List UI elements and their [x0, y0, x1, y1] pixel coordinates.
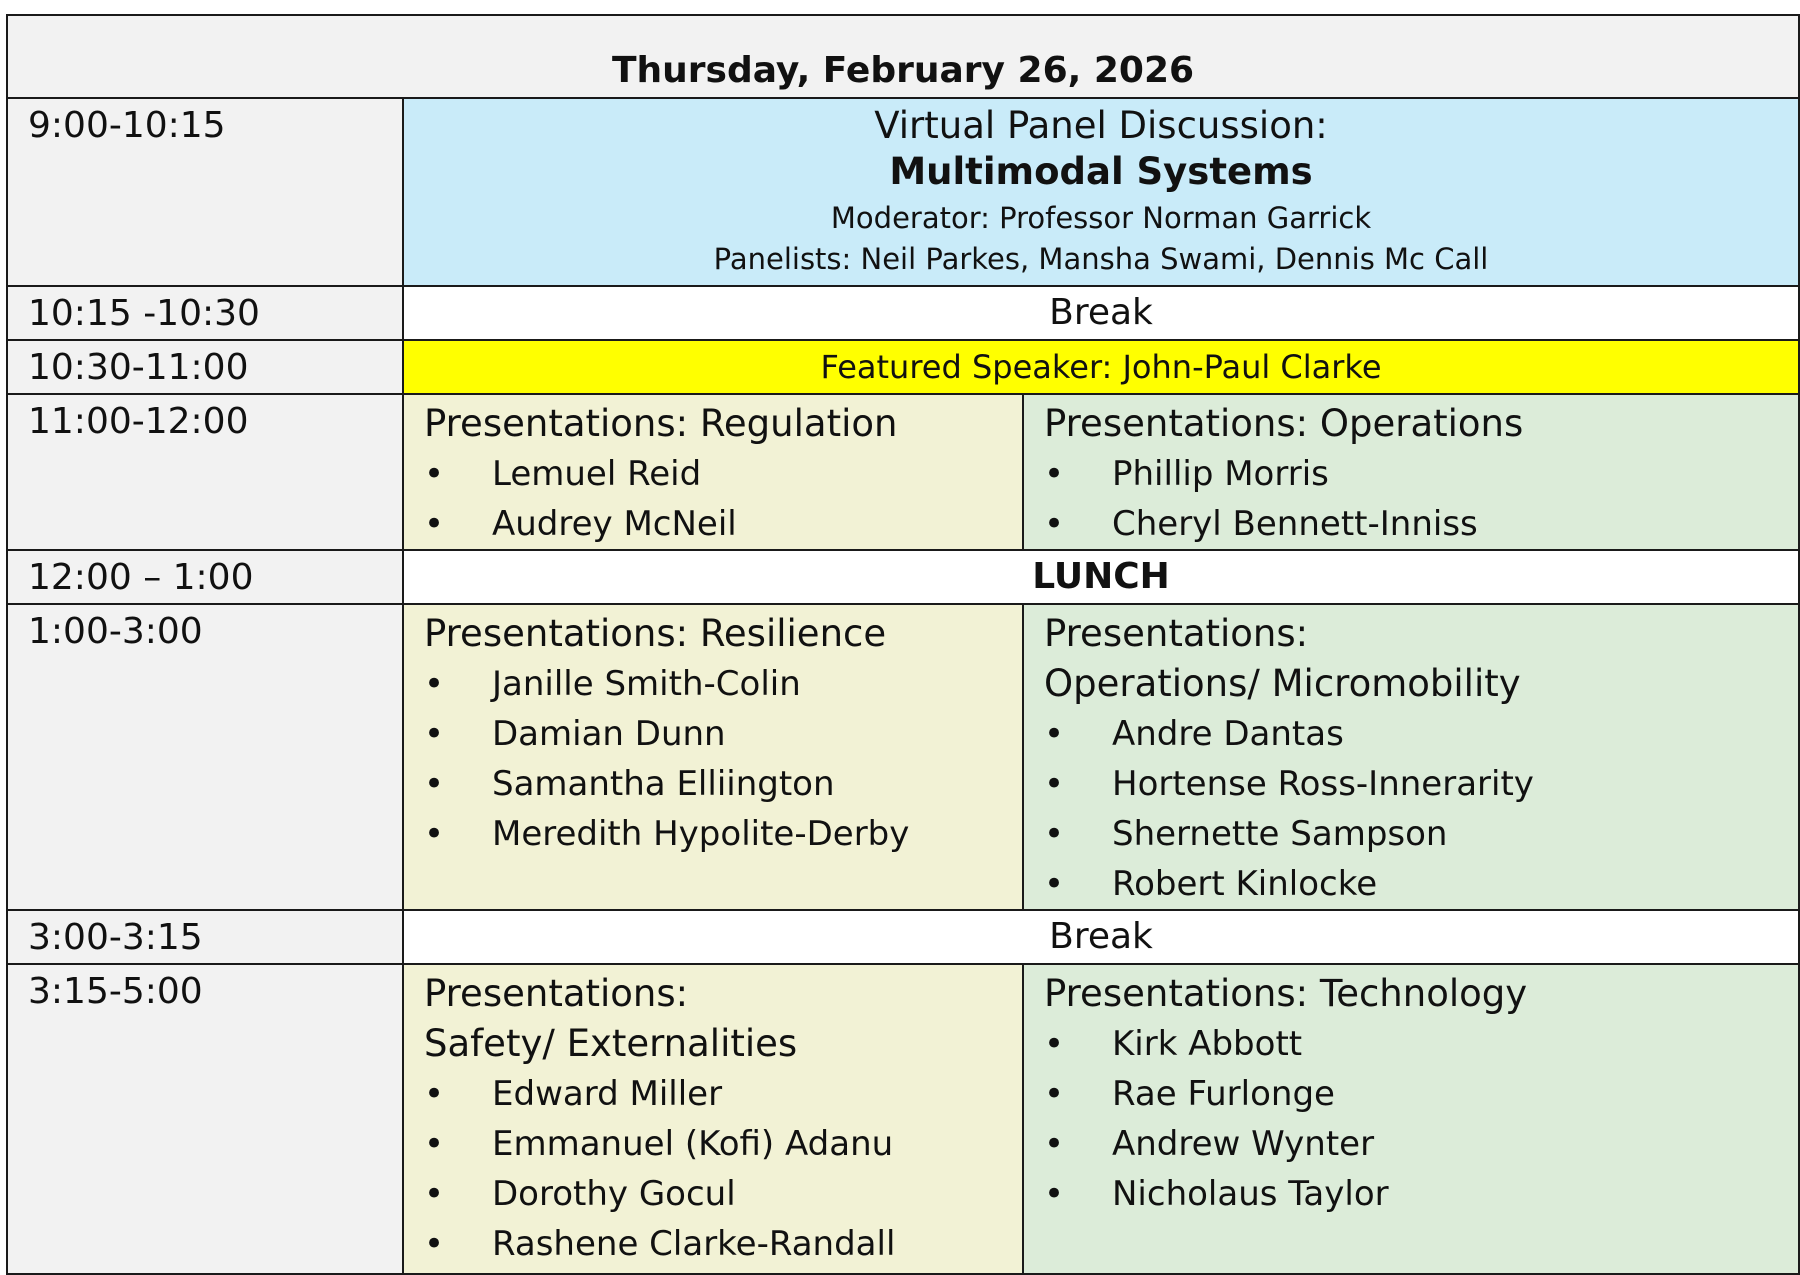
bullet-icon: •: [1044, 454, 1065, 494]
time-cell: 1:00-3:00: [7, 604, 403, 910]
bullet-icon: •: [424, 714, 445, 754]
session-heading: Presentations:: [424, 972, 689, 1015]
break-cell: Break: [403, 286, 1799, 340]
row-break-1: [7, 286, 1799, 340]
panel-discussion-cell: [403, 98, 1799, 286]
bullet-icon: •: [424, 504, 445, 544]
speaker-item: [424, 659, 1012, 709]
speaker-name: Rae Furlonge: [1112, 1074, 1335, 1114]
session-heading: Operations/ Micromobility: [1044, 662, 1521, 705]
bullet-icon: •: [1044, 714, 1065, 754]
row-session-2: [7, 604, 1799, 910]
time-cell: 9:00-10:15: [7, 98, 403, 286]
break-cell: Break: [403, 910, 1799, 964]
speaker-name: Kirk Abbott: [1112, 1024, 1303, 1064]
session-heading: Presentations:: [1044, 612, 1309, 655]
schedule-table: [6, 14, 1800, 1275]
schedule-title: Thursday, February 26, 2026: [7, 15, 1799, 98]
speaker-name: Meredith Hypolite-Derby: [492, 814, 910, 854]
speaker-item: [424, 499, 1012, 549]
panel-panelists: Panelists: Neil Parkes, Mansha Swami, Dennis Mc Call: [713, 242, 1489, 276]
presentations-cell: [1023, 604, 1799, 910]
speaker-item: [424, 709, 1012, 759]
panel-title-line: Virtual Panel Discussion:: [874, 104, 1328, 147]
row-session-3: [7, 964, 1799, 1274]
bullet-icon: •: [1044, 764, 1065, 804]
panel-moderator: Moderator: Professor Norman Garrick: [830, 201, 1372, 235]
speaker-list: [424, 1069, 1012, 1269]
bullet-icon: •: [1044, 814, 1065, 854]
speaker-item: [1044, 809, 1788, 859]
speaker-list: [1044, 1019, 1788, 1219]
time-cell: 10:15 -10:30: [7, 286, 403, 340]
speaker-item: [1044, 449, 1788, 499]
speaker-item: [1044, 499, 1788, 549]
speaker-name: Damian Dunn: [492, 714, 726, 754]
speaker-list: [424, 659, 1012, 859]
speaker-item: [424, 1219, 1012, 1269]
speaker-item: [1044, 1119, 1788, 1169]
speaker-item: [1044, 709, 1788, 759]
speaker-name: Lemuel Reid: [492, 454, 702, 494]
speaker-item: [424, 809, 1012, 859]
speaker-item: [1044, 1169, 1788, 1219]
speaker-item: [424, 759, 1012, 809]
bullet-icon: •: [1044, 1024, 1065, 1064]
bullet-icon: •: [424, 1224, 445, 1264]
session-heading: Presentations: Resilience: [424, 612, 887, 655]
speaker-list: [424, 449, 1012, 549]
speaker-name: Cheryl Bennett-Inniss: [1112, 504, 1478, 544]
speaker-name: Rashene Clarke-Randall: [492, 1224, 896, 1264]
lunch-cell: LUNCH: [403, 550, 1799, 604]
bullet-icon: •: [424, 814, 445, 854]
title-row: [7, 15, 1799, 98]
speaker-item: [424, 1169, 1012, 1219]
presentations-cell: [403, 604, 1023, 910]
bullet-icon: •: [1044, 1074, 1065, 1114]
speaker-item: [424, 449, 1012, 499]
speaker-item: [424, 1069, 1012, 1119]
speaker-name: Hortense Ross-Innerarity: [1112, 764, 1534, 804]
row-session-1: [7, 394, 1799, 550]
speaker-item: [1044, 1019, 1788, 1069]
time-cell: 11:00-12:00: [7, 394, 403, 550]
speaker-name: Phillip Morris: [1112, 454, 1329, 494]
session-heading: Safety/ Externalities: [424, 1022, 798, 1065]
time-cell: 10:30-11:00: [7, 340, 403, 394]
row-break-2: [7, 910, 1799, 964]
speaker-name: Nicholaus Taylor: [1112, 1174, 1389, 1214]
session-heading: Presentations: Operations: [1044, 402, 1524, 445]
time-cell: 3:15-5:00: [7, 964, 403, 1274]
speaker-list: [1044, 709, 1788, 909]
presentations-cell: [1023, 964, 1799, 1274]
bullet-icon: •: [424, 1174, 445, 1214]
speaker-item: [1044, 859, 1788, 909]
speaker-name: Shernette Sampson: [1112, 814, 1448, 854]
speaker-item: [424, 1119, 1012, 1169]
presentations-cell: [403, 964, 1023, 1274]
session-heading: Presentations: Regulation: [424, 402, 898, 445]
featured-speaker-cell: Featured Speaker: John-Paul Clarke: [403, 340, 1799, 394]
speaker-item: [1044, 759, 1788, 809]
speaker-name: Andrew Wynter: [1112, 1124, 1375, 1164]
speaker-name: Edward Miller: [492, 1074, 723, 1114]
speaker-item: [1044, 1069, 1788, 1119]
time-cell: 12:00 – 1:00: [7, 550, 403, 604]
speaker-list: [1044, 449, 1788, 549]
speaker-name: Emmanuel (Kofi) Adanu: [492, 1124, 894, 1164]
speaker-name: Janille Smith-Colin: [492, 664, 801, 704]
row-lunch: [7, 550, 1799, 604]
bullet-icon: •: [1044, 504, 1065, 544]
speaker-name: Dorothy Gocul: [492, 1174, 736, 1214]
bullet-icon: •: [1044, 1124, 1065, 1164]
row-panel: [7, 98, 1799, 286]
schedule-sheet: [6, 14, 1798, 1266]
speaker-name: Audrey McNeil: [492, 504, 737, 544]
speaker-name: Samantha Elliington: [492, 764, 835, 804]
bullet-icon: •: [424, 454, 445, 494]
panel-topic: Multimodal Systems: [889, 150, 1313, 193]
bullet-icon: •: [424, 764, 445, 804]
bullet-icon: •: [424, 1074, 445, 1114]
bullet-icon: •: [424, 1124, 445, 1164]
session-heading: Presentations: Technology: [1044, 972, 1528, 1015]
bullet-icon: •: [1044, 864, 1065, 904]
bullet-icon: •: [424, 664, 445, 704]
presentations-cell: [403, 394, 1023, 550]
bullet-icon: •: [1044, 1174, 1065, 1214]
presentations-cell: [1023, 394, 1799, 550]
row-featured: [7, 340, 1799, 394]
speaker-name: Robert Kinlocke: [1112, 864, 1378, 904]
time-cell: 3:00-3:15: [7, 910, 403, 964]
speaker-name: Andre Dantas: [1112, 714, 1344, 754]
